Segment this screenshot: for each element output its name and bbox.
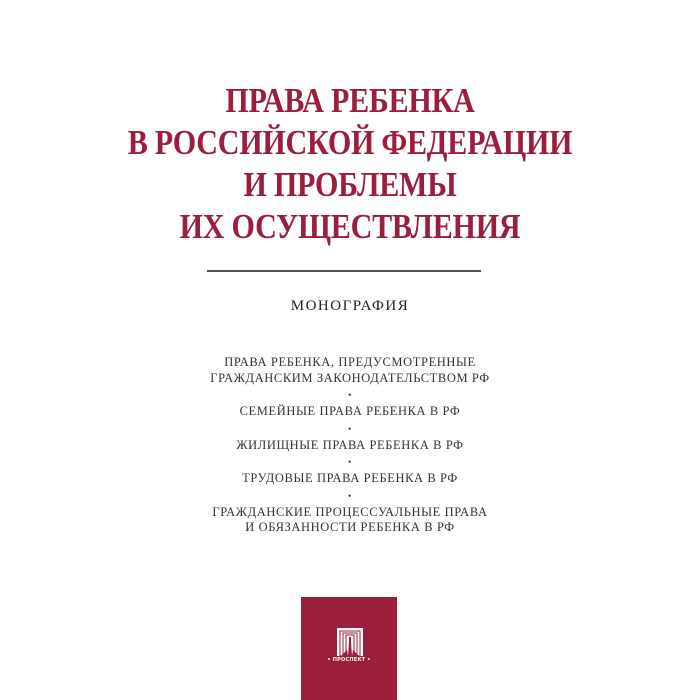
topic-line: ГРАЖДАНСКИМ ЗАКОНОДАТЕЛЬСТВОМ РФ (210, 370, 490, 385)
publisher-badge (301, 597, 397, 700)
bullet-separator: • (348, 490, 352, 501)
title-line: В РОССИЙСКОЙ ФЕДЕРАЦИИ (127, 123, 573, 162)
topic-line: ЖИЛИЩНЫЕ ПРАВА РЕБЕНКА В РФ (236, 437, 464, 452)
topic-line: И ОБЯЗАННОСТИ РЕБЕНКА В РФ (245, 520, 455, 534)
topic-item (0, 471, 700, 487)
topic-line: ТРУДОВЫЕ ПРАВА РЕБЕНКА В РФ (242, 471, 458, 485)
title-line: И ПРОБЛЕМЫ (243, 165, 457, 204)
bullet-separator: • (348, 457, 352, 467)
bullet-separator: • (348, 423, 352, 434)
genre-label: МОНОГРАФИЯ (290, 298, 410, 314)
divider-rule (207, 270, 481, 272)
title-line: ПРАВА РЕБЕНКА (225, 81, 475, 120)
bullet-separator: • (348, 390, 352, 400)
title-line: ИХ ОСУЩЕСТВЛЕНИЯ (179, 207, 521, 246)
topic-item (0, 438, 700, 454)
topic-line: ГРАЖДАНСКИЕ ПРОЦЕССУАЛЬНЫЕ ПРАВА (212, 504, 488, 519)
topic-line: СЕМЕЙНЫЕ ПРАВА РЕБЕНКА В РФ (239, 404, 461, 418)
topic-item (0, 404, 700, 420)
publisher-name: • ПРОСПЕКТ • (327, 657, 371, 663)
book-title (49, 80, 651, 248)
topic-line: ПРАВА РЕБЕНКА, ПРЕДУСМОТРЕННЫЕ (224, 355, 476, 369)
prospekt-building-logo-icon (337, 628, 363, 656)
topic-list (0, 355, 700, 536)
topic-item (0, 505, 700, 536)
topic-item (0, 355, 700, 386)
